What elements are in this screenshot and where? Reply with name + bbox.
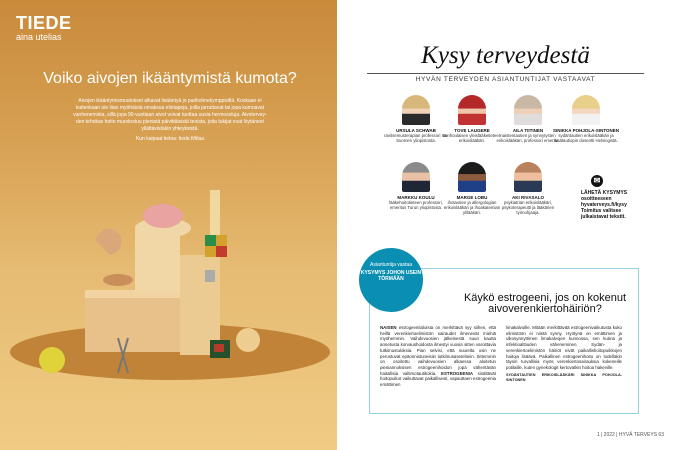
expert-name: MARGE LOBU [456,195,488,200]
mail-icon: ✉ [591,175,603,187]
answer-lead: NAISEN [380,325,397,330]
section-title: Kysy terveydestä [421,42,590,69]
expert-photo [514,95,542,125]
badge-main-text: KYSYMYS JOHON USEIN TÖRMÄÄN [360,270,422,282]
expert-role: psykiatrian erikoislääkäri, psykoterapeutti ja lääkärien työnohjaaja. [501,200,555,216]
answer-text: estrogeenitaloista on merkittävä syy siihen, että heillä verenkiertoelimistön sairaudet ilmenevät miehiä myöhemmin. Vaihdevuosien jälkeisestä suun kautta annetusta korvaushoidosta ilmestyi vuosia sitten varoittavia tutkimustuloksia. Pian selvisi, että suurelta osin ne perustuvat epäonnistuneisiin tutkimusasetelmiin. Sittemmin on osoitettu vaihdevuosien alkaessa aloitetun pieniannoksisen estrogeenihoidon jopa vähentävän haitallisia valtimotautikokia. [380,325,496,376]
brand-name: TIEDE [16,13,72,33]
answer-text-2: sisältävät hoitopuikot vaikuttavat paikallisesti, vapauttaen estrogeenia emättimen [380,370,496,388]
page-folio: 1 | 2022 | HYVÄ TERVEYS 63 [596,432,664,438]
brand-logo [16,14,72,42]
ad-body: Aivojen ikääntymismuutokset alkavat lisääntyä jo parikolmekymppisillä. Koskaan ei kuitenkaan ole liian myöhäistä omaksua elintapoja, joilla jarruttavat tai jopa kumoavat vanhenemista, sillä jopa 90-vuotiaan aivot voivat tuottaa uusia hermosoluja. Aivotervey-den tehokas hoito muodostuu pienistä päivittäisistä teoista, joita tukijat ovat löytäneet yllättävistäkin yhteyksistä. [73,98,267,132]
expert-photo [458,95,486,125]
expert-photo [402,95,430,125]
badge-top-text: Asiantuntija vastaa [370,262,412,268]
ad-heading: Voiko aivojen ikääntymistä kumota? [43,70,297,87]
expert-role: naistentautien ja synnytysten erikoislääkäri, professori emerita. [496,133,560,144]
answer-signature: SYDÄNTAUTIEN ERIKOISLÄÄKÄRI SINIKKA POHJOLA-SINTONEN [506,372,622,383]
answer-text-3: limakalvoille. Mitään merkittävää estrogeenivaikutusta koko elimistöön ei niistä synny. Hyötynä on emättimen ja ulkosynnyttimen limakalvojen kunnossa, sen kutina ja infektioalttiuden väheneminen. Sydän- ja verenkiertoelimistön häiriöt eivät paikallishoitopuikkojen haitoja lisäävä. Paikallinen estrogeenihoito on todellakin täysin turvallisia myös verenkiertosairauksia kokeneille potilaille, kuten gynekologit kertovatkin hoitoa hakeville. [506,325,622,370]
section-subtitle: HYVÄN TERVEYDEN ASIANTUNTIJAT VASTAAVAT [367,73,644,83]
expert-role: vanhoulaisen yleislääketieteen erikoislääkäri. [442,133,502,144]
expert-photo [402,162,430,192]
expert-card [493,162,563,216]
expert-role: ihotautien ja allergologian erikoislääkäri ja ihoakatemian ylilääkäri. [443,200,501,216]
right-page [337,0,674,450]
answer-column-1 [380,325,496,388]
still-life-illustration [0,160,337,450]
expert-photo [572,95,600,125]
question-title: Käykö estrogeeni, jos on kokenut aivoverenkiertohäiriön? [463,292,627,315]
answer-column-2 [506,325,622,384]
expert-role: sydäntautien erikoislääkäri ja sisätautiopin dosentti Helsingistä. [554,133,618,144]
expert-photo [514,162,542,192]
expert-name: AKI RIVASALO [512,195,544,200]
brand-tagline: aina utelias [16,32,62,42]
expert-photo [458,162,486,192]
send-question-text: LÄHETÄ KYSYMYS osoitteeseen hyvaterveys.fi/kysy Toimitus valitsee julkaistavat tekstit. [581,190,628,220]
ad-note: Kun kaipaat tietoa: tiede.fi/tilaa [135,136,205,142]
expert-name: MARKKU KOULU [397,195,435,200]
expert-card [551,95,621,143]
answer-lead-2: ESTROGEENIA [441,370,474,376]
send-question-note [581,175,645,220]
expert-name: TOVE LAUGERE [454,128,490,133]
expert-role: lääkehoitotieteen professori, emeritus Turun yliopistosta. [389,200,443,211]
expert-name: SINIKKA POHJOLA-SINTONEN [552,128,619,133]
expert-role: ravitsemusterapian professori Itä-Suomen yliopistosta. [384,133,448,144]
expert-name: URSULA SCHWAB [396,128,436,133]
expert-answers-badge [359,248,423,312]
expert-name: AILA TIITINEN [512,128,544,133]
